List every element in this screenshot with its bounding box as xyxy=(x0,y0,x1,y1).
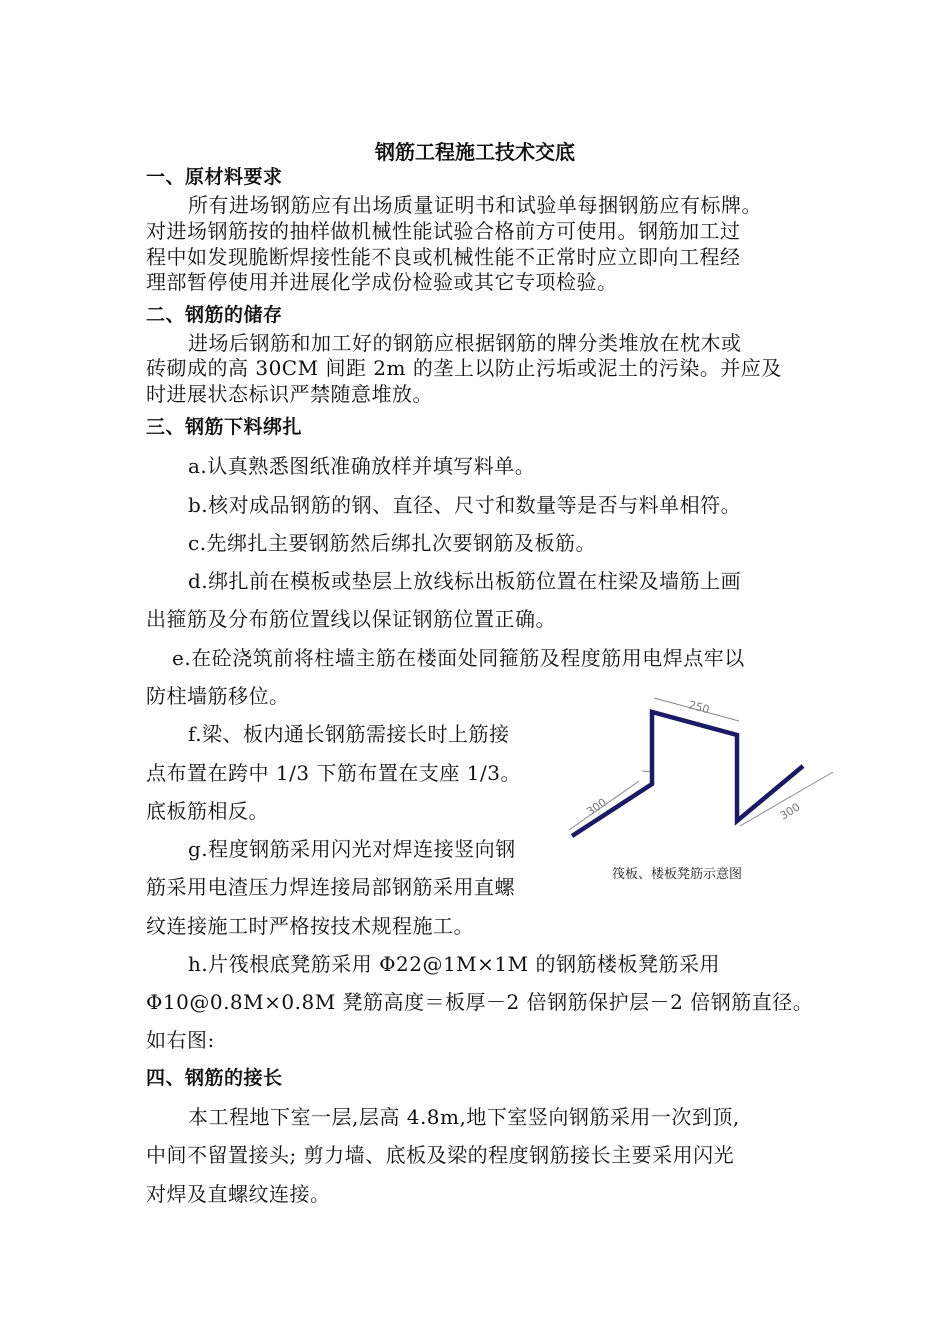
section-2-heading: 二、钢筋的储存 xyxy=(146,304,283,326)
figure-caption: 筏板、楼板凳筋示意图 xyxy=(612,867,743,882)
s3-item-a: a.认真熟悉图纸准确放样并填写料单。 xyxy=(188,454,536,478)
s3-item-d-line-2: 出箍筋及分布筋位置线以保证钢筋位置正确。 xyxy=(146,607,556,631)
dim-tick-left xyxy=(642,771,651,772)
section-4-heading: 四、钢筋的接长 xyxy=(146,1067,283,1089)
s3-item-f-line-1: f.梁、板内通长钢筋需接长时上筋接 xyxy=(188,722,510,746)
s3-item-e-line-1: e.在砼浇筑前将柱墙主筋在楼面处同箍筋及程度筋用电焊点牢以 xyxy=(172,646,745,670)
s3-item-g-line-1: g.程度钢筋采用闪光对焊连接竖向钢 xyxy=(188,837,516,861)
s3-item-f-line-3: 底板筋相反。 xyxy=(146,799,269,823)
s1-line-1: 所有进场钢筋应有出场质量证明书和试验单每捆钢筋应有标牌。 xyxy=(188,193,762,217)
rebar-chair-diagram xyxy=(560,690,850,865)
s3-item-d-line-1: d.绑扎前在模板或垫层上放线标出板筋位置在柱梁及墙筋上画 xyxy=(188,569,742,593)
s3-item-c: c.先绑扎主要钢筋然后绑扎次要钢筋及板筋。 xyxy=(188,531,597,555)
s1-line-3: 程中如发现脆断焊接性能不良或机械性能不正常时应立即向工程经 xyxy=(146,245,741,269)
dim-label-top: 250 xyxy=(687,698,711,717)
s3-item-f-line-2: 点布置在跨中 1/3 下筋布置在支座 1/3。 xyxy=(146,761,521,785)
s4-line-2: 中间不留置接头; 剪力墙、底板及梁的程度钢筋接长主要采用闪光 xyxy=(146,1143,735,1167)
s3-item-h-line-3: 如右图: xyxy=(146,1028,215,1052)
s1-line-2: 对进场钢筋按的抽样做机械性能试验合格前方可使用。钢筋加工过 xyxy=(146,219,741,243)
s4-line-3: 对焊及直螺纹连接。 xyxy=(146,1182,331,1206)
dim-label-left: 300 xyxy=(584,795,609,819)
s3-item-b: b.核对成品钢筋的钢、直径、尺寸和数量等是否与料单相符。 xyxy=(188,493,742,517)
s3-item-h-line-2: Φ10@0.8M×0.8M 凳筋高度＝板厚－2 倍钢筋保护层－2 倍钢筋直径。 xyxy=(146,990,814,1014)
s3-item-e-line-2: 防柱墙筋移位。 xyxy=(146,684,290,708)
s4-line-1: 本工程地下室一层,层高 4.8m,地下室竖向钢筋采用一次到顶, xyxy=(188,1105,740,1129)
s2-line-2: 砖砌成的高 30CM 间距 2m 的垄上以防止污垢或泥土的污染。并应及 xyxy=(146,356,782,380)
s2-line-3: 时进展状态标识严禁随意堆放。 xyxy=(146,382,433,406)
rebar-chair-shape xyxy=(572,712,803,836)
section-3-heading: 三、钢筋下料绑扎 xyxy=(146,416,303,438)
section-1-heading: 一、原材料要求 xyxy=(146,166,283,188)
dim-label-right: 300 xyxy=(777,800,803,823)
document-title: 钢筋工程施工技术交底 xyxy=(375,140,575,164)
s2-line-1: 进场后钢筋和加工好的钢筋应根据钢筋的牌分类堆放在枕木或 xyxy=(188,331,742,355)
s1-line-4: 理部暂停使用并进展化学成份检验或其它专项检验。 xyxy=(146,270,618,294)
s3-item-h-line-1: h.片筏根底凳筋采用 Φ22@1M×1M 的钢筋楼板凳筋采用 xyxy=(188,952,720,976)
s3-item-g-line-3: 纹连接施工时严格按技术规程施工。 xyxy=(146,914,474,938)
s3-item-g-line-2: 筋采用电渣压力焊连接局部钢筋采用直螺 xyxy=(146,875,515,899)
